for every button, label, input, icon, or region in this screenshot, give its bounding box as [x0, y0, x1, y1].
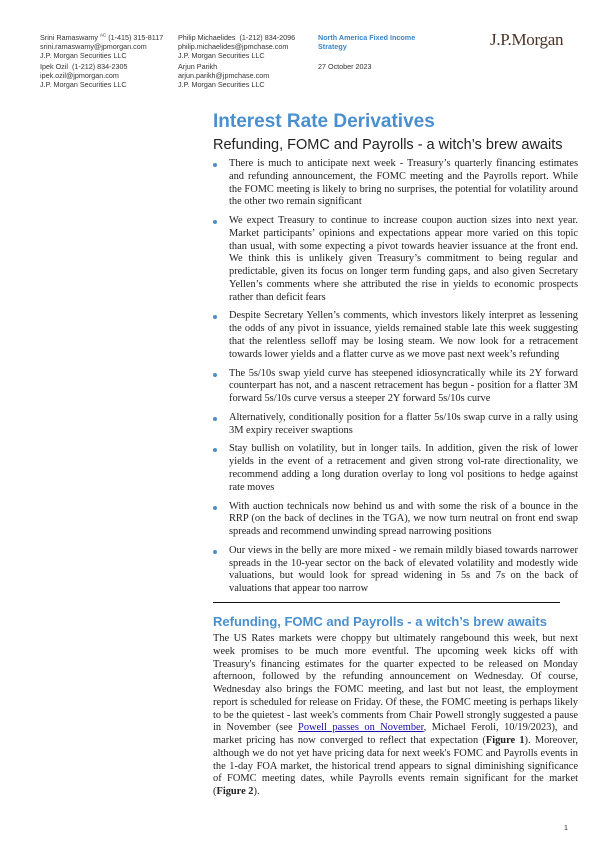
list-item-text: Stay bullish on volatility, but in longer tails. In addition, given the risk of lower yields in the event of a retracement and given strong vol-rate directionality, we recommend adding a long duration overlay to long vol positions to hedge against rate moves [229, 443, 578, 493]
author-firm: J.P. Morgan Securities LLC [40, 80, 127, 89]
author-phone: (1-415) 315-8117 [108, 33, 164, 42]
author-email[interactable]: ipek.ozil@jpmorgan.com [40, 71, 119, 80]
bullet-icon [213, 550, 217, 554]
author-name: Srini Ramaswamy [40, 33, 98, 42]
bullet-icon [213, 448, 217, 452]
author-block-2 [178, 33, 295, 60]
list-item [212, 310, 578, 361]
bullet-icon [213, 315, 217, 319]
author-block-1 [40, 33, 163, 60]
page-title: Interest Rate Derivatives [213, 111, 435, 132]
list-item [212, 545, 578, 596]
list-item-text: The 5s/10s swap yield curve has steepened idiosyncratically while its 2Y forward counterpart has not, and a nascent retracement has begun - position for a flatter 3M forward 5s/10s curve versus a steeper 2Y forward 5s/10s curve [229, 367, 578, 405]
body-text: ). Moreover, although we do not yet have pricing data for next week's FOMC and Payrolls events in the 1-day FOA market, the historical trend appears to signal diminishing significance of FOMC meeting dates, while Payrolls events remain significant for the market ( [213, 735, 578, 797]
author-block-4 [178, 62, 295, 89]
list-item-text: Despite Secretary Yellen’s comments, which investors likely interpret as lessening the odds of any pivot in issuance, yields remained stable late this week suggesting that the relentless selloff may be losing steam. We now look for a retracement towards lower yields and a flatter curve as we move past next week’s refunding [229, 310, 578, 360]
author-column-1 [40, 33, 163, 91]
list-item-text: Our views in the belly are more mixed - we remain mildly biased towards narrower spreads in the 10-year sector on the back of elevated volatility and modestly wide valuations, but would look for spread widening in 5s and 7s on the back of valuations that appear too narrow [229, 544, 578, 595]
author-phone: (1-212) 834-2305 [71, 62, 128, 71]
body-text: , Michael Feroli, 10/19/2023), and market pricing has now converged to reflect that expectation ( [213, 722, 578, 746]
list-item-text: There is much to anticipate next week - Treasury’s quarterly financing estimates and refunding announcement, the FOMC meeting and the Payrolls report. While the FOMC meeting is likely to bring no surprises, the potential for volatility around the other two remain significant [229, 158, 578, 208]
section-body [213, 633, 578, 799]
author-block-3 [40, 62, 163, 89]
author-name: Arjun Parikh [178, 62, 218, 71]
bullet-icon [213, 220, 217, 224]
bullet-icon [213, 373, 217, 377]
author-name: Ipek Ozil [40, 62, 68, 71]
department-column [318, 33, 415, 71]
bullet-icon [213, 506, 217, 510]
list-item-text: We expect Treasury to continue to increase coupon auction sizes into next year. Market participants’ opinions and expectations appear more varied on this topic than usual, with some expecting a pivot towards heavier issuance at the front end. We think this is unlikely given Treasury’s commitment to being regular and predictable, given its focus on longer term funding gaps, and also given Secretary Yellen’s comments where she attributed the rise in yields to economic prospects rather than deficit fears [229, 215, 578, 303]
author-firm: J.P. Morgan Securities LLC [40, 51, 127, 60]
author-column-2 [178, 33, 295, 91]
report-date: 27 October 2023 [318, 62, 372, 71]
author-email[interactable]: philip.michaelides@jpmchase.com [178, 42, 289, 51]
jpmorgan-logo: J.P.Morgan [490, 30, 564, 49]
list-item [212, 412, 578, 438]
body-text: The US Rates markets were choppy but ultimately rangebound this week, but next week promises to be much more eventful. The upcoming week kicks off with Treasury's financing estimates for the quarter expected to be released on Monday afternoon, followed by the refunding announcement on Wednesday. Of course, Wednesday also brings the FOMC meeting, and last but not least, the employment report is scheduled for release on Friday. Of these, the FOMC meeting is perhaps likely to be the quietest - last week's comments from Chair Powell strongly suggested a pause in November (see [213, 633, 578, 734]
department-line: Strategy [318, 42, 347, 51]
author-sup: AC [99, 32, 107, 38]
author-firm: J.P. Morgan Securities LLC [178, 51, 265, 60]
author-email[interactable]: arjun.parikh@jpmchase.com [178, 71, 270, 80]
section-heading: Refunding, FOMC and Payrolls - a witch’s brew awaits [213, 614, 547, 629]
page-header [0, 0, 612, 100]
section-divider [213, 602, 560, 603]
bullet-icon [213, 417, 217, 421]
author-email[interactable]: srini.ramaswamy@jpmorgan.com [40, 42, 147, 51]
body-text: ). [253, 786, 260, 797]
key-points-list [212, 158, 578, 596]
list-item [212, 501, 578, 539]
author-phone: (1-212) 834-2096 [239, 33, 296, 42]
figure-1-ref: Figure 1 [485, 735, 525, 746]
department-line: North America Fixed Income [318, 33, 416, 42]
author-firm: J.P. Morgan Securities LLC [178, 80, 265, 89]
list-item [212, 368, 578, 406]
list-item [212, 215, 578, 304]
list-item [212, 158, 578, 209]
powell-report-link[interactable]: Powell passes on November [298, 722, 424, 734]
page-number: 1 [563, 822, 568, 832]
bullet-icon [213, 163, 217, 167]
department [318, 33, 415, 60]
author-name: Philip Michaelides [178, 33, 236, 42]
list-item-text: With auction technicals now behind us and with some the risk of a bounce in the RRP (on the back of declines in the TGA), we now turn neutral on front end swap spreads and recommend unwinding spread narrowing positions [229, 500, 578, 538]
figure-2-ref: Figure 2 [216, 786, 254, 797]
list-item [212, 443, 578, 494]
list-item-text: Alternatively, conditionally position for a flatter 5s/10s swap curve in a rally using 3M expiry receiver swaptions [229, 411, 578, 436]
page-subtitle: Refunding, FOMC and Payrolls - a witch’s brew awaits [213, 137, 563, 153]
main-content [213, 100, 578, 832]
